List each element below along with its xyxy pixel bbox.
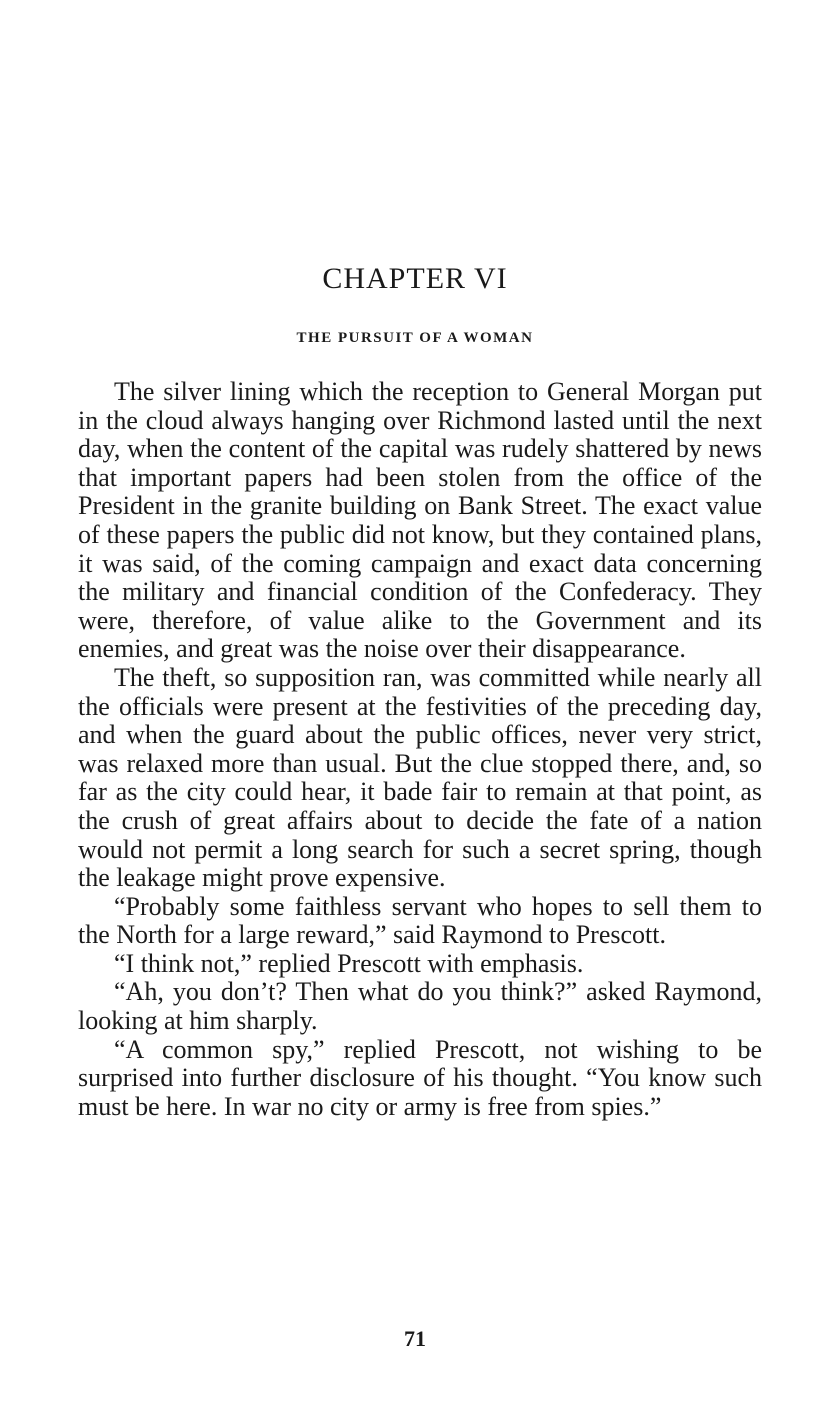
page-number: 71 (404, 1326, 426, 1351)
paragraph: “I think not,” replied Prescott with emphasis. (114, 948, 584, 978)
chapter-body (78, 378, 762, 1121)
chapter-title: CHAPTER VI (322, 262, 508, 295)
paragraph: The theft, so supposition ran, was committed while nearly all the officials were present at the festivities of the preceding day, and when the guard about the public offices, never very strict, was relaxed more than usual. But the clue stopped there, and, so far as the city could hear, it bade fair to remain at that point, as the crush of great affairs about to decide the fate of a nation would not permit a long search for such a secret spring, though the leakage might prove expensive. (78, 662, 762, 893)
paragraph: The silver lining which the reception to General Morgan put in the cloud always hanging over Richmond lasted until the next day, when the content of the capital was rudely shattered by news that important papers had been stolen from the office of the President in the granite building on Bank Street. The exact value of these papers the public did not know, but they contained plans, it was said, of the coming campaign and exact data concerning the military and financial condition of the Confederacy. They were, therefore, of value alike to the Government and its enemies, and great was the noise over their disappearance. (78, 377, 762, 664)
paragraph: “Ah, you don’t? Then what do you think?” asked Raymond, looking at him sharply. (78, 977, 762, 1036)
chapter-subtitle: THE PURSUIT OF A WOMAN (296, 330, 534, 346)
paragraph: “Probably some faithless servant who hopes to sell them to the North for a large reward,” said Raymond to Prescott. (78, 891, 762, 950)
paragraph: “A common spy,” replied Prescott, not wishing to be surprised into further disclosure of his thought. “You know such must be here. In war no city or army is free from spies.” (78, 1034, 762, 1121)
